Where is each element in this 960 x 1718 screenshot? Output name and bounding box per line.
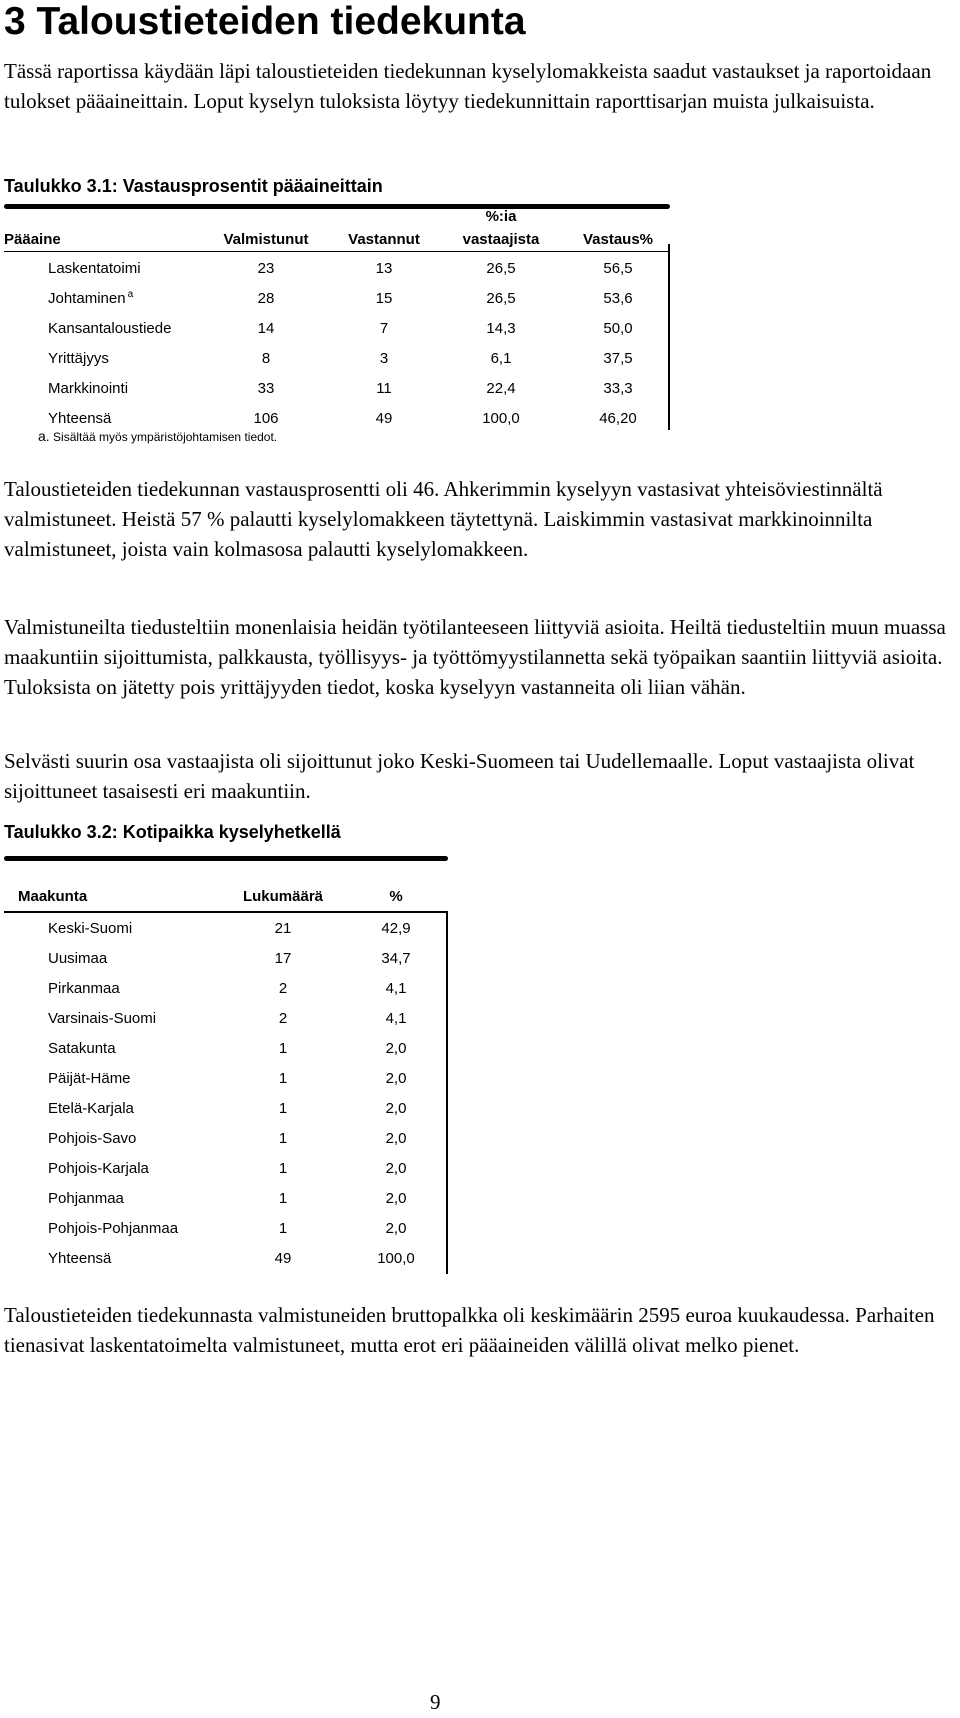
row-name-text: Yrittäjyys: [48, 350, 109, 367]
page-number: 9: [430, 1690, 441, 1714]
row-name: Pirkanmaa: [48, 980, 120, 997]
table1-caption: Taulukko 3.1: Vastausprosentit pääaineittain: [4, 176, 383, 196]
footnote-ref: a: [127, 289, 134, 300]
cell-pct: 2,0: [385, 1190, 407, 1207]
cell-lukumaara: 2: [278, 1010, 288, 1027]
table1-header-row: [4, 204, 672, 254]
cell-vastannut: [336, 314, 432, 344]
table-row: [4, 374, 672, 404]
cell-vastannut-text: 13: [375, 260, 393, 277]
cell-pct: 2,0: [385, 1220, 407, 1237]
cell-vastaus-text: 50,0: [603, 320, 633, 337]
paragraph-4: Taloustieteiden tiedekunnasta valmistuneiden bruttopalkka oli keskimäärin 2595 euroa kuukaudessa. Parhaiten tienasivat laskentatoimelta valmistuneet, mutta erot eri pääaineiden välillä olivat melko pienet.: [4, 1303, 935, 1357]
table2-caption: Taulukko 3.2: Kotipaikka kyselyhetkellä: [4, 822, 341, 842]
table1-header-vastaus: Vastaus%: [582, 231, 654, 248]
cell-valmistunut-text: 8: [261, 350, 271, 367]
table-row: [4, 1094, 446, 1124]
table-row: [4, 1034, 446, 1064]
row-name-text: Markkinointi: [48, 380, 129, 397]
cell-pros-vastaajista-text: 22,4: [486, 380, 516, 397]
table-row: [4, 1154, 446, 1184]
table-row: [4, 944, 446, 974]
cell-pros-vastaajista: [450, 404, 552, 434]
footnote-text: Sisältää myös ympäristöjohtamisen tiedot.: [53, 430, 278, 444]
cell-lukumaara: 1: [278, 1160, 288, 1177]
table1-header-pros-line1: %:ia: [485, 208, 517, 225]
table-row: [4, 344, 672, 374]
table1-header-vastannut: Vastannut: [348, 231, 420, 248]
row-name: Pohjois-Karjala: [48, 1160, 149, 1177]
table-row: [4, 1124, 446, 1154]
cell-pct: 2,0: [385, 1100, 407, 1117]
cell-pct: 2,0: [385, 1040, 407, 1057]
table2-header-lukumaara: Lukumäärä: [242, 888, 324, 905]
cell-pct: 2,0: [385, 1130, 407, 1147]
table2: [4, 880, 446, 1274]
paragraph-3: Selvästi suurin osa vastaajista oli sijoittunut joko Keski-Suomeen tai Uudellemaalle. Loput vastaajista olivat sijoittuneet tasaisesti eri maakuntiin.: [4, 749, 915, 803]
table1-header-valmistunut: Valmistunut: [223, 231, 309, 248]
table1-right-border: [668, 244, 670, 430]
cell-vastannut-text: 7: [379, 320, 389, 337]
table-row: [4, 974, 446, 1004]
row-name: Uusimaa: [48, 950, 108, 967]
cell-pct: 4,1: [385, 980, 407, 997]
cell-vastannut-text: 3: [379, 350, 389, 367]
cell-vastannut: [336, 254, 432, 284]
table2-header-pct: %: [389, 888, 403, 905]
cell-pct: 42,9: [381, 920, 411, 937]
cell-valmistunut-text: 33: [257, 380, 275, 397]
row-name: Varsinais-Suomi: [48, 1010, 157, 1027]
row-name-text: Yhteensä: [48, 410, 112, 427]
cell-lukumaara: 1: [278, 1190, 288, 1207]
cell-valmistunut: [218, 254, 314, 284]
table-row: [4, 254, 672, 284]
table-row: [4, 1244, 446, 1274]
cell-vastaus-text: 46,20: [599, 410, 637, 427]
row-name: [48, 344, 109, 374]
cell-valmistunut: [218, 344, 314, 374]
row-name: [48, 314, 171, 344]
paragraph-2: Valmistuneilta tiedusteltiin monenlaisia heidän työtilanteeseen liittyviä asioita. Heiltä tiedusteltiin muun muassa maakuntiin sijoittumista, palkkausta, työllisyys- ja työttömyystilannetta sekä työpaikan saantiin liittyviä asioita. Tuloksista on jätetty pois yrittäjyyden tiedot, koska kyselyyn vastanneita oli liian vähän.: [4, 615, 946, 699]
cell-vastaus: [568, 374, 668, 404]
table-row: [4, 914, 446, 944]
cell-lukumaara: 2: [278, 980, 288, 997]
row-name: Yhteensä: [48, 1250, 112, 1267]
cell-vastaus: [568, 314, 668, 344]
cell-valmistunut-text: 23: [257, 260, 275, 277]
footnote-mark: a.: [38, 428, 50, 444]
cell-lukumaara: 1: [278, 1130, 288, 1147]
row-name: [48, 374, 128, 404]
cell-pros-vastaajista-text: 100,0: [482, 410, 520, 427]
cell-vastaus: [568, 284, 668, 314]
cell-pros-vastaajista-text: 26,5: [486, 290, 516, 307]
cell-pros-vastaajista-text: 6,1: [490, 350, 512, 367]
cell-valmistunut: [218, 374, 314, 404]
table1-footnote: [38, 428, 277, 444]
cell-lukumaara: 1: [278, 1100, 288, 1117]
cell-lukumaara: 17: [274, 950, 292, 967]
row-name: Pohjois-Savo: [48, 1130, 137, 1147]
table1-header-paaaine: Pääaine: [4, 231, 61, 248]
table2-header-row: [4, 880, 446, 914]
cell-pros-vastaajista: [450, 374, 552, 404]
row-name: Satakunta: [48, 1040, 116, 1057]
cell-vastaus: [568, 254, 668, 284]
paragraph-1: Taloustieteiden tiedekunnan vastausprosentti oli 46. Ahkerimmin kyselyyn vastasivat yhteisöviestinnältä valmistuneet. Heistä 57 % palautti kyselylomakkeen täytettynä. Laiskimmin vastasivat markkinoinnilta valmistuneet, joista vain kolmasosa palautti kyselylomakkeen.: [4, 477, 883, 561]
row-name: Päijät-Häme: [48, 1070, 131, 1087]
cell-vastannut: [336, 284, 432, 314]
cell-vastannut: [336, 344, 432, 374]
row-name-text: Kansantaloustiede: [48, 320, 172, 337]
table-row: [4, 314, 672, 344]
table1-header-pros-line2: vastaajista: [462, 231, 540, 248]
table2-header-line: [4, 911, 448, 913]
cell-pct: 2,0: [385, 1160, 407, 1177]
cell-vastaus-text: 56,5: [603, 260, 633, 277]
table-row: [4, 1184, 446, 1214]
cell-pros-vastaajista: [450, 254, 552, 284]
cell-lukumaara: 1: [278, 1070, 288, 1087]
table1: [4, 204, 672, 434]
cell-valmistunut-text: 14: [257, 320, 275, 337]
table-row: [4, 1214, 446, 1244]
cell-vastaus: [568, 344, 668, 374]
cell-pct: 4,1: [385, 1010, 407, 1027]
cell-vastaus-text: 53,6: [603, 290, 633, 307]
row-name: [48, 284, 133, 314]
cell-pros-vastaajista: [450, 344, 552, 374]
cell-valmistunut-text: 106: [253, 410, 279, 427]
table2-right-border: [446, 912, 448, 1274]
cell-vastannut: [336, 404, 432, 434]
table2-top-rule: [4, 856, 448, 861]
cell-lukumaara: 1: [278, 1040, 288, 1057]
table2-body: [4, 914, 446, 1274]
cell-vastannut-text: 11: [376, 380, 392, 397]
cell-vastaus-text: 37,5: [603, 350, 633, 367]
cell-valmistunut: [218, 314, 314, 344]
cell-pros-vastaajista-text: 14,3: [486, 320, 516, 337]
table-row: [4, 1064, 446, 1094]
row-name-text: Johtaminen: [48, 290, 126, 307]
row-name: Etelä-Karjala: [48, 1100, 134, 1117]
row-name-text: Laskentatoimi: [48, 260, 141, 277]
cell-pros-vastaajista: [450, 314, 552, 344]
cell-lukumaara: 49: [274, 1250, 292, 1267]
row-name: [48, 254, 141, 284]
table1-header-line: [4, 251, 670, 252]
cell-vastaus-text: 33,3: [603, 380, 633, 397]
row-name: Pohjanmaa: [48, 1190, 124, 1207]
table2-header-maakunta: Maakunta: [18, 888, 88, 905]
cell-vastaus: [568, 404, 668, 434]
cell-lukumaara: 1: [278, 1220, 288, 1237]
cell-pct: 34,7: [381, 950, 411, 967]
cell-valmistunut: [218, 284, 314, 314]
table-row: [4, 1004, 446, 1034]
row-name: Keski-Suomi: [48, 920, 133, 937]
cell-pros-vastaajista: [450, 284, 552, 314]
row-name: Pohjois-Pohjanmaa: [48, 1220, 179, 1237]
cell-valmistunut-text: 28: [257, 290, 275, 307]
cell-pct: 2,0: [385, 1070, 407, 1087]
cell-vastannut-text: 15: [375, 290, 393, 307]
cell-lukumaara: 21: [274, 920, 292, 937]
section-heading: 3 Taloustieteiden tiedekunta: [4, 0, 526, 43]
cell-pct: 100,0: [377, 1250, 415, 1267]
table-row: [4, 284, 672, 314]
table1-body: [4, 254, 672, 434]
cell-pros-vastaajista-text: 26,5: [486, 260, 516, 277]
cell-vastannut: [336, 374, 432, 404]
cell-vastannut-text: 49: [375, 410, 393, 427]
intro-paragraph: Tässä raportissa käydään läpi taloustieteiden tiedekunnan kyselylomakkeista saadut vastaukset ja raportoidaan tulokset pääaineittain. Loput kyselyn tuloksista löytyy tiedekunnittain raporttisarjan muista julkaisuista.: [4, 59, 932, 113]
